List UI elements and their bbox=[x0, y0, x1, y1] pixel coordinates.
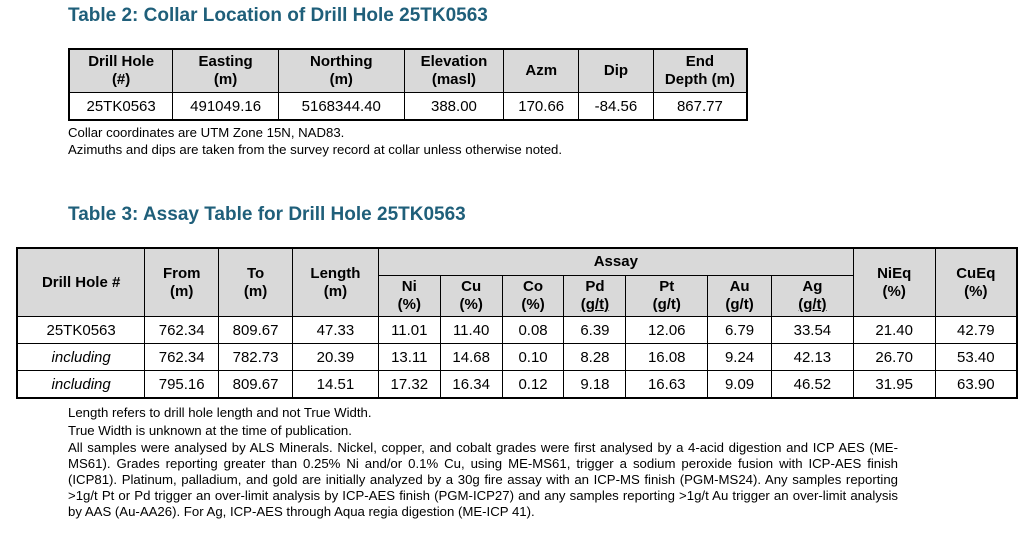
cell-cueq: 42.79 bbox=[935, 317, 1017, 344]
table2-note-azimuths: Azimuths and dips are taken from the survey record at collar unless otherwise noted. bbox=[68, 142, 563, 157]
header-cueq: CuEq (%) bbox=[935, 248, 1017, 317]
cell-nieq: 26.70 bbox=[853, 344, 935, 371]
header-cu: Cu (%) bbox=[440, 276, 502, 317]
table-row bbox=[17, 317, 1017, 344]
cell-length: 47.33 bbox=[293, 317, 379, 344]
header-drill-hole: Drill Hole (#) bbox=[69, 49, 173, 93]
cell-au: 9.24 bbox=[708, 344, 772, 371]
table-row bbox=[17, 344, 1017, 371]
table3-note-length: Length refers to drill hole length and not True Width. bbox=[68, 405, 372, 420]
assay-header-row bbox=[17, 248, 1017, 276]
header-to: To (m) bbox=[219, 248, 293, 317]
cell-drill-hole: 25TK0563 bbox=[17, 317, 145, 344]
cell-from: 762.34 bbox=[145, 344, 219, 371]
cell-au: 6.79 bbox=[708, 317, 772, 344]
table3-note-analysis: All samples were analysed by ALS Minerals. Nickel, copper, and cobalt grades were first analysed by a 4-acid digestion and ICP AES (ME-MS61). Grades reporting greater than 0.25% Ni and/or 0.1% Cu, using ME-MS61, trigger a sodium peroxide fusion with ICP-AES finish (ICP81). Platinum, palladium, and gold are initially analyzed by a 30g fire assay with an ICP-MS finish (PGM-MS24). Any samples reporting >1g/t Pt or Pd trigger an over-limit analysis by ICP-AES finish (PGM-ICP27) and any samples reporting >1g/t Au trigger an over-limit analysis by AAS (Au-AA26). For Ag, ICP-AES through Aqua regia digestion (ME-ICP 41). bbox=[68, 440, 898, 519]
cell-co: 0.08 bbox=[502, 317, 564, 344]
cell-azm: 170.66 bbox=[504, 93, 579, 121]
cell-nieq: 21.40 bbox=[853, 317, 935, 344]
header-ni: Ni (%) bbox=[378, 276, 440, 317]
cell-cueq: 63.90 bbox=[935, 371, 1017, 399]
cell-ni: 13.11 bbox=[378, 344, 440, 371]
cell-ni: 17.32 bbox=[378, 371, 440, 399]
cell-cueq: 53.40 bbox=[935, 344, 1017, 371]
table2-note-coordinates: Collar coordinates are UTM Zone 15N, NAD83. bbox=[68, 125, 345, 140]
header-drill-hole-number: Drill Hole # bbox=[17, 248, 145, 317]
cell-pd: 8.28 bbox=[564, 344, 626, 371]
collar-header-row bbox=[69, 49, 747, 93]
cell-pt: 16.08 bbox=[626, 344, 708, 371]
assay-table bbox=[16, 247, 1018, 399]
header-from: From (m) bbox=[145, 248, 219, 317]
cell-pd: 9.18 bbox=[564, 371, 626, 399]
table-row bbox=[69, 93, 747, 121]
cell-elevation: 388.00 bbox=[404, 93, 504, 121]
header-elevation: Elevation (masl) bbox=[404, 49, 504, 93]
header-co: Co (%) bbox=[502, 276, 564, 317]
header-dip: Dip bbox=[579, 49, 654, 93]
table3-title: Table 3: Assay Table for Drill Hole 25TK0563 bbox=[68, 204, 466, 225]
cell-from: 795.16 bbox=[145, 371, 219, 399]
cell-end-depth: 867.77 bbox=[653, 93, 747, 121]
cell-au: 9.09 bbox=[708, 371, 772, 399]
cell-drill-hole: including bbox=[17, 371, 145, 399]
table2-title: Table 2: Collar Location of Drill Hole 25TK0563 bbox=[68, 5, 488, 26]
header-length: Length (m) bbox=[293, 248, 379, 317]
cell-nieq: 31.95 bbox=[853, 371, 935, 399]
cell-ag: 42.13 bbox=[771, 344, 853, 371]
header-end-depth: End Depth (m) bbox=[653, 49, 747, 93]
cell-pt: 12.06 bbox=[626, 317, 708, 344]
cell-to: 809.67 bbox=[219, 371, 293, 399]
cell-pd: 6.39 bbox=[564, 317, 626, 344]
cell-ag: 33.54 bbox=[771, 317, 853, 344]
cell-co: 0.12 bbox=[502, 371, 564, 399]
cell-to: 782.73 bbox=[219, 344, 293, 371]
cell-length: 14.51 bbox=[293, 371, 379, 399]
header-northing: Northing (m) bbox=[278, 49, 404, 93]
cell-ag: 46.52 bbox=[771, 371, 853, 399]
header-azm: Azm bbox=[504, 49, 579, 93]
cell-cu: 14.68 bbox=[440, 344, 502, 371]
table3-note-true-width: True Width is unknown at the time of publication. bbox=[68, 423, 352, 438]
cell-easting: 491049.16 bbox=[173, 93, 279, 121]
header-pt: Pt (g/t) bbox=[626, 276, 708, 317]
cell-dip: -84.56 bbox=[579, 93, 654, 121]
header-nieq: NiEq (%) bbox=[853, 248, 935, 317]
header-pd: Pd (g/t) bbox=[564, 276, 626, 317]
cell-from: 762.34 bbox=[145, 317, 219, 344]
table-row bbox=[17, 371, 1017, 399]
cell-co: 0.10 bbox=[502, 344, 564, 371]
cell-drill-hole: including bbox=[17, 344, 145, 371]
cell-length: 20.39 bbox=[293, 344, 379, 371]
cell-cu: 16.34 bbox=[440, 371, 502, 399]
header-au: Au (g/t) bbox=[708, 276, 772, 317]
header-assay: Assay bbox=[378, 248, 853, 276]
cell-northing: 5168344.40 bbox=[278, 93, 404, 121]
cell-drill-hole: 25TK0563 bbox=[69, 93, 173, 121]
cell-pt: 16.63 bbox=[626, 371, 708, 399]
header-ag: Ag (g/t) bbox=[771, 276, 853, 317]
collar-location-table bbox=[68, 48, 748, 121]
cell-ni: 11.01 bbox=[378, 317, 440, 344]
cell-cu: 11.40 bbox=[440, 317, 502, 344]
header-easting: Easting (m) bbox=[173, 49, 279, 93]
cell-to: 809.67 bbox=[219, 317, 293, 344]
